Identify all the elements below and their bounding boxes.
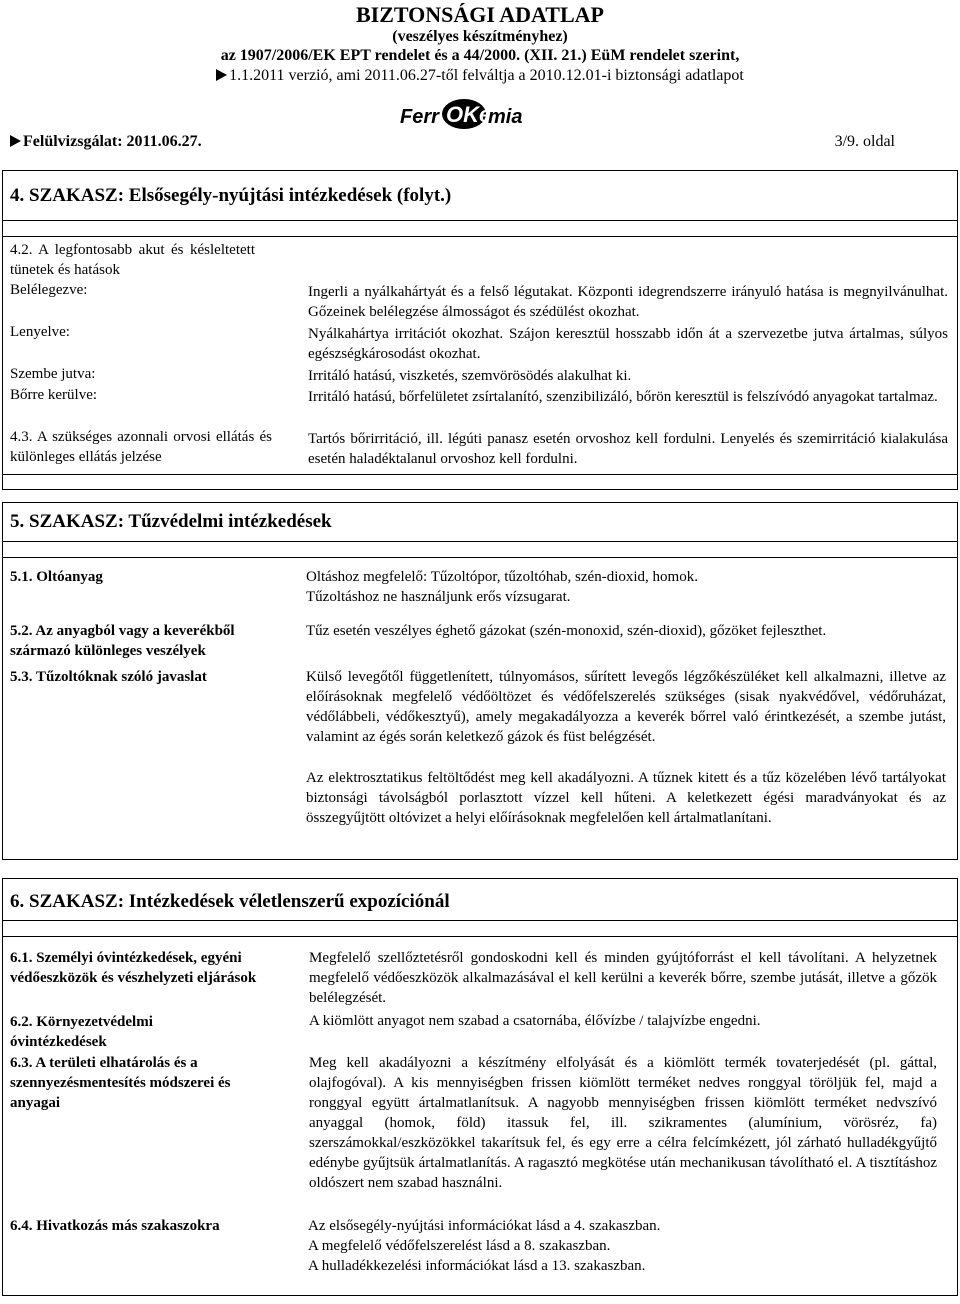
section-6-2-label: 6.2. Környezetvédelmi óvintézkedések [10,1014,153,1050]
section-5-3-label: 5.3. Tűzoltóknak szóló javaslat [10,669,207,685]
section-5-1-line1: Oltáshoz megfelelő: Tűzoltópor, tűzoltóhab, szén-dioxid, homok. [306,569,698,585]
section-5-2-text: Tűz esetén veszélyes éghető gázokat (szén-monoxid, szén-dioxid), gőzöket fejleszthet. [306,623,827,639]
pointer-triangle-icon [216,69,227,81]
section-5-3-text2: Az elektrosztatikus feltöltődést meg kell akadályozni. A tűznek kitett és a tűz közelében lévő tartályokat biztonsági távolságból porlasztott vízzel kell hűteni. A keletkezett égési maradványokat és az összegyűjtött oltóvizet a helyi előírásoknak megfelelően kell ártalmatlanítani. [306,770,946,826]
section-6-3-label: 6.3. A területi elhatárolás és a szennyezésmentesítés módszerei és anyagai [10,1055,231,1111]
company-logo [398,98,526,130]
section-6-4-label: 6.4. Hivatkozás más szakaszokra [10,1218,220,1234]
section-6-4-line2: A megfelelő védőfelszerelést lásd a 8. szakaszban. [308,1238,611,1254]
section-6-4-line3: A hulladékkezelési információkat lásd a 13. szakaszban. [308,1258,646,1274]
divider [2,936,958,937]
section-6-1-text: Megfelelő szellőztetésről gondoskodni kell és minden gyújtóforrást el kell távolítani. A helyzetnek megfelelő védőeszközök alkalmazásával el kell kerülni a keverék bőrre, szembe jutását, illetve a gőzök belélegzését. [309,950,937,1006]
review-date: Felülvizsgálat: 2011.06.27. [10,133,202,151]
row-text-inhalation: Ingerli a nyálkahártyát és a felső légutakat. Központi idegrendszerre irányuló hatása is megnyilvánulhat. Gőzeinek belélegzése álmosságot és szédülést okozhat. [308,284,948,320]
section-6-3-text: Meg kell akadályozni a készítmény elfolyását és a kiömlött termék tovaterjedését (pl. gáttal, olajfogóval). A kis mennyiségben frissen kiömlött terméket nedves ronggyal töröljük fel, majd a ronggyal együtt ártalmatlanítsuk. A nagyobb mennyiségben frissen kiömlött terméket nedvszívó anyaggal (homok, föld) itassuk fel, ill. szikramentes (alumínium, vörösréz, fa) szerszámokkal/eszközökkel takarítsuk fel, és egy erre a célra felcímkézett, jól zárható hulladékgyűjtő edénybe gyűjtsük ártalmatlanítás. A ragasztó megkötése után mechanikusan távolítható el. A tisztításhoz oldószert nem szabad használni. [309,1055,937,1191]
section-6-title: 6. SZAKASZ: Intézkedések véletlenszerű expozíciónál [10,891,450,912]
section-4-2-label: 4.2. A legfontosabb akut és késleltetett tünetek és hatások [10,242,255,278]
section-4-title: 4. SZAKASZ: Elsősegély-nyújtási intézkedések (folyt.) [10,185,452,206]
row-label-eye: Szembe jutva: [10,366,96,382]
regulation-line: az 1907/2006/EK EPT rendelet és a 44/2000. (XII. 21.) EüM rendelet szerint, [220,47,740,64]
row-label-skin: Bőrre kerülve: [10,387,98,403]
divider [2,474,958,475]
page-number: 3/9. oldal [834,133,895,150]
section-4-3-label: 4.3. A szükséges azonnali orvosi ellátás és különleges ellátás jelzése [10,429,272,465]
svg-text:OKé: OKé [446,102,492,127]
section-6-1-label: 6.1. Személyi óvintézkedések, egyéni védőeszközök és vészhelyzeti eljárások [10,950,257,986]
section-5-1-label: 5.1. Oltóanyag [10,569,103,585]
row-text-ingestion: Nyálkahártya irritációt okozhat. Szájon keresztül hosszabb időn át a szervezetbe jutva ártalmas, súlyos egészségkárosodást okozhat. [308,326,948,362]
section-4-3-text: Tartós bőrirritáció, ill. légúti panasz esetén orvoshoz kell fordulni. Lenyelés és szemirritáció kialakulása esetén haladéktalanul orvoshoz kell fordulni. [308,431,948,467]
divider [2,236,958,237]
svg-text:mia: mia [488,106,523,128]
divider [2,920,958,921]
divider [2,557,958,558]
section-6-4-line1: Az elsősegély-nyújtási információkat lásd a 4. szakaszban. [308,1218,661,1234]
row-text-skin: Irritáló hatású, bőrfelületet zsírtalanító, szenzibilizáló, bőrön keresztül is felszívódó anyagokat tartalmaz. [308,389,938,405]
divider [2,220,958,221]
version-line: 1.1.2011 verzió, ami 2011.06.27-től felváltja a 2010.12.01-i biztonsági adatlapot [0,67,960,85]
section-5-3-text1: Külső levegőtől függetlenített, túlnyomásos, sűrített levegős légzőkészüléket kell alkalmazni, illetve az előírásoknak megfelelő védőöltözet és védőfelszerelés szükséges (sisak nyakvédővel, védőruházat, védőlábbeli, védőkesztyű), amely megakadályozza a keverék bőrrel való érintkezését, a szembe jutást, valamint az égés során keletkező gázok és füst belégzését. [306,669,946,745]
svg-text:Ferr: Ferr [400,106,439,128]
row-label-ingestion: Lenyelve: [10,324,70,340]
section-5-1-line2: Tűzoltáshoz ne használjunk erős vízsugarat. [306,589,571,605]
document-title: BIZTONSÁGI ADATLAP [356,2,604,27]
section-6-2-text: A kiömlött anyagot nem szabad a csatornába, élővízbe / talajvízbe engedni. [309,1013,761,1029]
row-label-inhalation: Belélegezve: [10,282,88,298]
pointer-triangle-icon [10,135,21,147]
document-subtitle: (veszélyes készítményhez) [392,28,568,45]
row-text-eye: Irritáló hatású, viszketés, szemvörösödés alakulhat ki. [308,368,632,384]
divider [2,541,958,542]
section-5-title: 5. SZAKASZ: Tűzvédelmi intézkedések [10,511,332,532]
section-5-2-label: 5.2. Az anyagból vagy a keverékből származó különleges veszélyek [10,623,235,659]
